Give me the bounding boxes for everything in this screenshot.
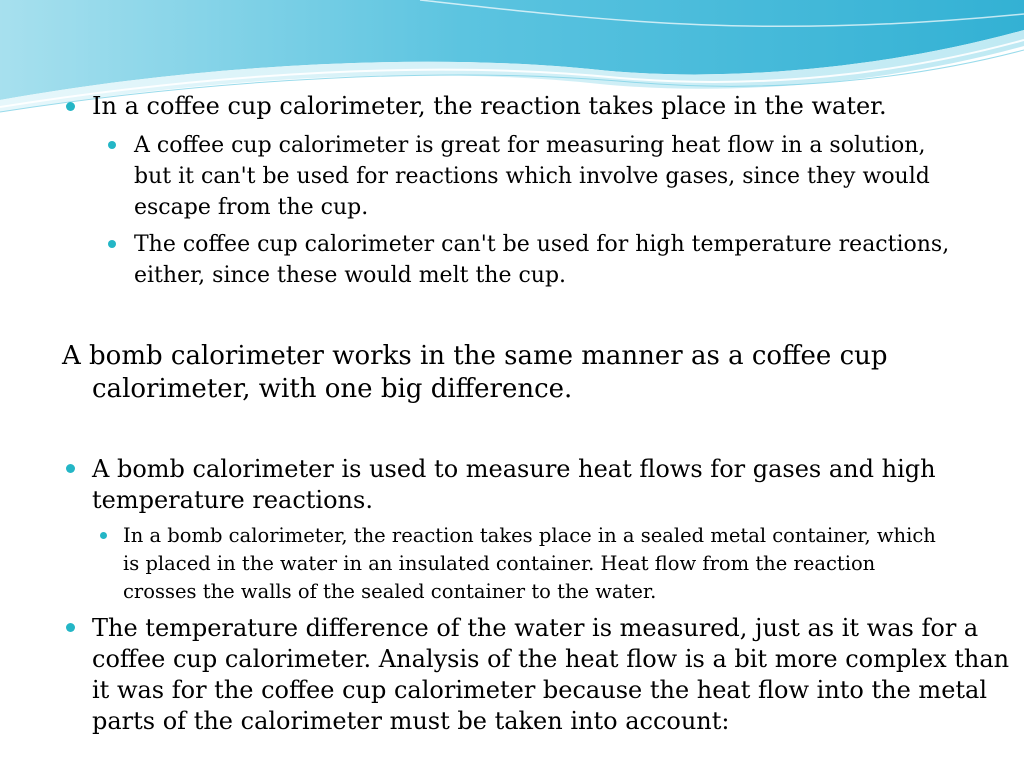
sub-bullet-text: crosses the walls of the sealed container to the water. [123,580,657,603]
bullet-text: In a coffee cup calorimeter, the reaction takes place in the water. [92,92,887,120]
bullet-icon [100,532,107,539]
bullet-icon [108,141,116,149]
paragraph-text: A bomb calorimeter works in the same manner as a coffee cup [62,341,888,371]
bullet-text: The temperature difference of the water is measured, just as it was for a [92,614,979,642]
sub-bullet-text: In a bomb calorimeter, the reaction takes place in a sealed metal container, which [123,524,936,547]
bullet-icon [66,464,75,473]
sub-bullet-text: A coffee cup calorimeter is great for measuring heat flow in a solution, [134,133,926,158]
bullet-text: it was for the coffee cup calorimeter because the heat flow into the metal [92,676,988,704]
bullet-text: temperature reactions. [92,486,373,514]
sub-bullet-text: is placed in the water in an insulated container. Heat flow from the reaction [123,552,876,575]
bullet-icon [66,623,75,632]
bullet-icon [66,102,75,111]
bullet-text: parts of the calorimeter must be taken into account: [92,707,730,735]
sub-bullet-text: escape from the cup. [134,195,369,220]
paragraph-text: calorimeter, with one big difference. [92,374,573,404]
sub-bullet-text: but it can't be used for reactions which involve gases, since they would [134,164,930,189]
bullet-text: coffee cup calorimeter. Analysis of the heat flow is a bit more complex than [92,645,1010,673]
sub-bullet-text: The coffee cup calorimeter can't be used for high temperature reactions, [134,232,950,257]
sub-bullet-text: either, since these would melt the cup. [134,263,567,288]
bullet-text: A bomb calorimeter is used to measure heat flows for gases and high [92,455,936,483]
bullet-icon [108,240,116,248]
